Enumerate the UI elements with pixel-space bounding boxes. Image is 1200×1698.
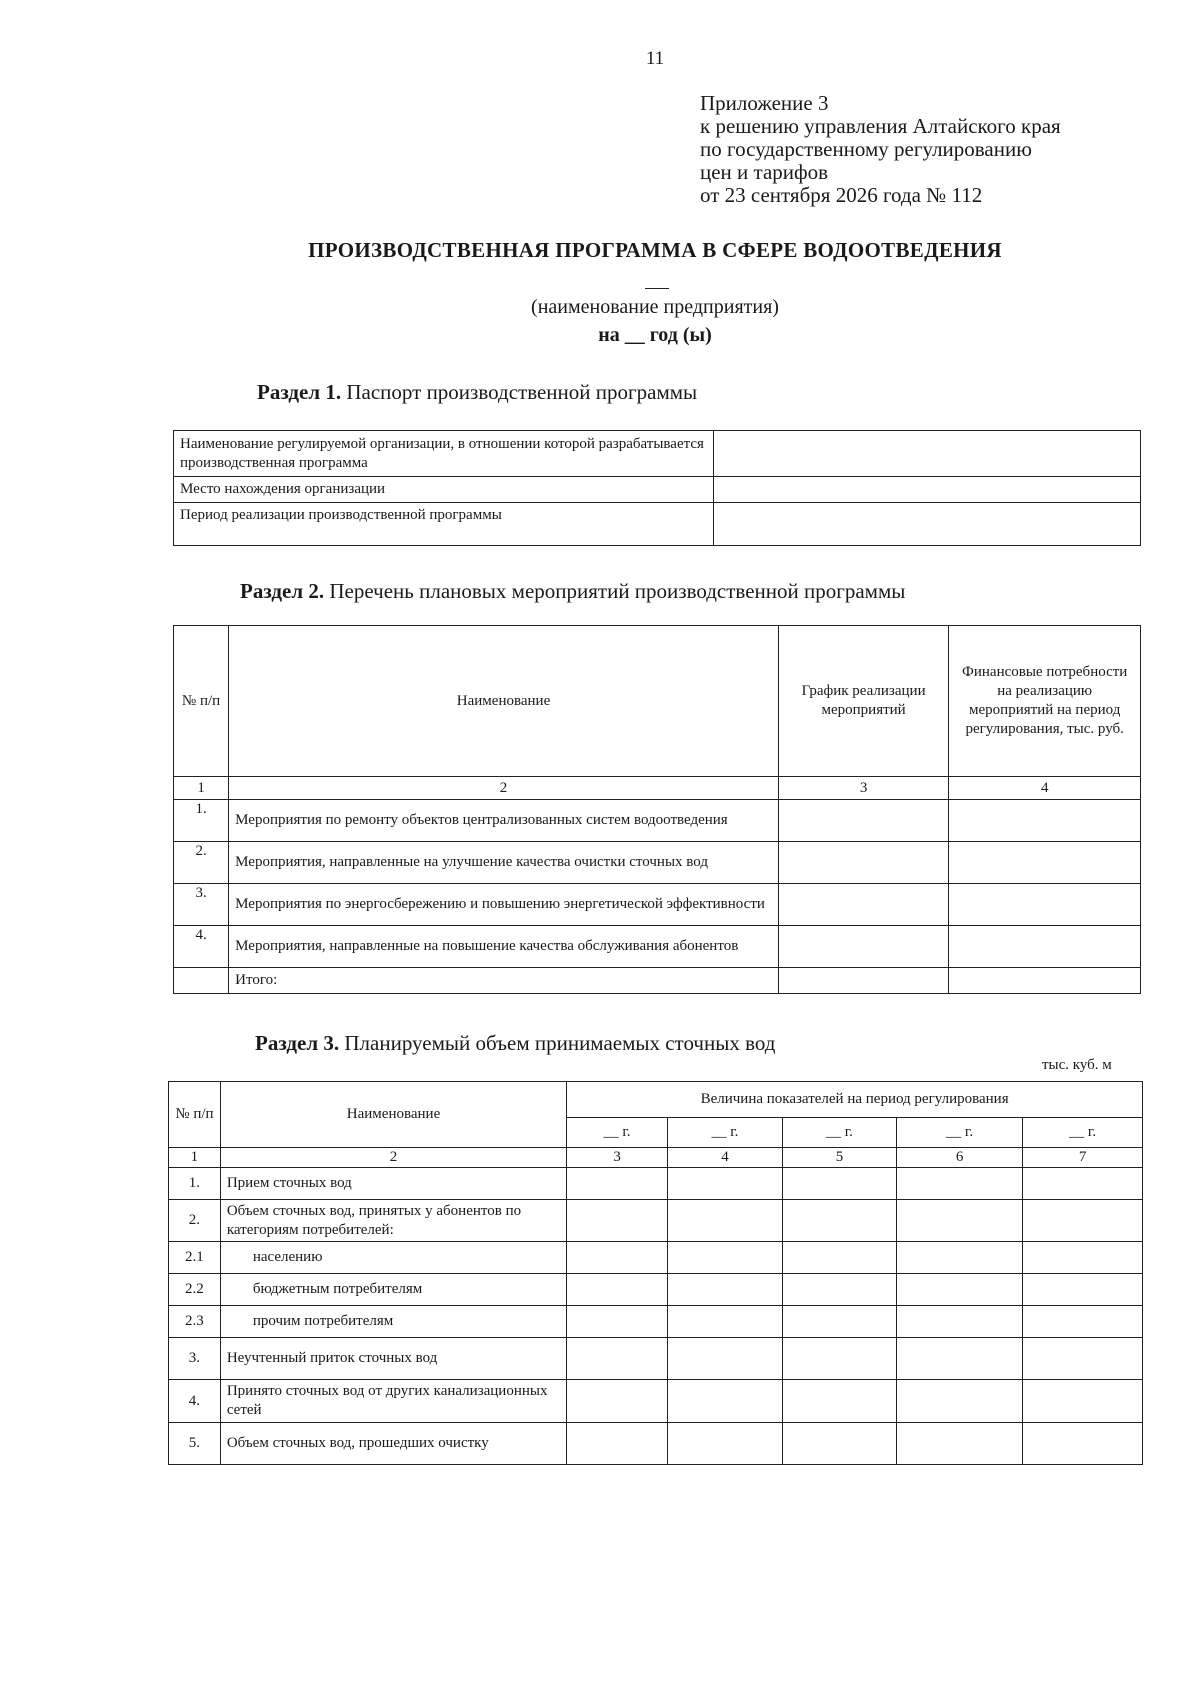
row-name: бюджетным потребителям [220, 1274, 566, 1306]
section3-number: Раздел 3. [255, 1031, 340, 1055]
row-num: 4. [174, 926, 229, 968]
row-schedule [778, 842, 949, 884]
section3-heading [255, 1031, 775, 1056]
row-name: Объем сточных вод, принятых у абонентов по категориям потребителей: [220, 1200, 566, 1242]
row-name: Принято сточных вод от других канализационных сетей [220, 1380, 566, 1423]
row-name: Мероприятия по энергосбережению и повышению энергетической эффективности [229, 884, 779, 926]
column-number-row [174, 777, 1141, 800]
value-cell [667, 1423, 782, 1465]
passport-value [714, 503, 1141, 546]
section3-title: Планируемый объем принимаемых сточных вод [344, 1031, 776, 1055]
table-header-row [174, 626, 1141, 777]
value-cell [1023, 1338, 1143, 1380]
table-row [169, 1380, 1143, 1423]
row-num: 4. [169, 1380, 221, 1423]
value-cell [782, 1274, 896, 1306]
value-cell [567, 1274, 668, 1306]
value-cell [896, 1168, 1022, 1200]
header-year: __ г. [667, 1118, 782, 1148]
passport-value [714, 477, 1141, 503]
header-period: Величина показателей на период регулирования [567, 1082, 1143, 1118]
table-row [169, 1200, 1143, 1242]
column-number: 1 [169, 1148, 221, 1168]
appendix-line: Приложение 3 [700, 91, 829, 115]
header-num: № п/п [174, 626, 229, 777]
value-cell [896, 1306, 1022, 1338]
table-row [169, 1274, 1143, 1306]
value-cell [896, 1380, 1022, 1423]
table-row [174, 431, 1141, 477]
value-cell [567, 1380, 668, 1423]
value-cell [667, 1338, 782, 1380]
table-row [174, 842, 1141, 884]
row-finance [949, 926, 1141, 968]
value-cell [896, 1242, 1022, 1274]
passport-label: Период реализации производственной программы [174, 503, 714, 546]
header-finance: Финансовые потребности на реализацию мероприятий на период регулирования, тыс. руб. [949, 626, 1141, 777]
column-number: 7 [1023, 1148, 1143, 1168]
volume-table [168, 1081, 1143, 1465]
table-header-row [169, 1082, 1143, 1118]
enterprise-caption: (наименование предприятия) [531, 296, 779, 318]
value-cell [567, 1338, 668, 1380]
appendix-block [700, 92, 1061, 207]
total-row [174, 968, 1141, 994]
value-cell [782, 1423, 896, 1465]
row-schedule [778, 926, 949, 968]
value-cell [896, 1274, 1022, 1306]
value-cell [567, 1242, 668, 1274]
row-num: 2.3 [169, 1306, 221, 1338]
row-name: Объем сточных вод, прошедших очистку [220, 1423, 566, 1465]
value-cell [567, 1306, 668, 1338]
year-line: на __ год (ы) [598, 324, 712, 346]
measures-table [173, 625, 1141, 994]
value-cell [1023, 1380, 1143, 1423]
value-cell [667, 1242, 782, 1274]
value-cell [667, 1274, 782, 1306]
section2-heading [240, 579, 905, 604]
header-num: № п/п [169, 1082, 221, 1148]
column-number: 2 [220, 1148, 566, 1168]
column-number-row [169, 1148, 1143, 1168]
row-num: 1. [169, 1168, 221, 1200]
header-year: __ г. [896, 1118, 1022, 1148]
header-year: __ г. [1023, 1118, 1143, 1148]
row-name: Мероприятия, направленные на улучшение качества очистки сточных вод [229, 842, 779, 884]
table-row [174, 884, 1141, 926]
total-finance [949, 968, 1141, 994]
value-cell [567, 1423, 668, 1465]
value-cell [896, 1200, 1022, 1242]
passport-label: Наименование регулируемой организации, в отношении которой разрабатывается производственная программа [174, 431, 714, 477]
row-schedule [778, 800, 949, 842]
appendix-line: к решению управления Алтайского края [700, 114, 1061, 138]
appendix-line: цен и тарифов [700, 160, 829, 184]
column-number: 1 [174, 777, 229, 800]
row-name: населению [220, 1242, 566, 1274]
header-name: Наименование [229, 626, 779, 777]
value-cell [782, 1168, 896, 1200]
appendix-line: от 23 сентября 2026 года № 112 [700, 183, 983, 207]
value-cell [1023, 1242, 1143, 1274]
row-name: Прием сточных вод [220, 1168, 566, 1200]
section1-heading [257, 380, 697, 405]
value-cell [782, 1338, 896, 1380]
value-cell [896, 1423, 1022, 1465]
row-name: Неучтенный приток сточных вод [220, 1338, 566, 1380]
table-row [169, 1338, 1143, 1380]
value-cell [782, 1380, 896, 1423]
value-cell [1023, 1200, 1143, 1242]
row-num: 3. [169, 1338, 221, 1380]
table-row [174, 926, 1141, 968]
value-cell [896, 1338, 1022, 1380]
value-cell [1023, 1306, 1143, 1338]
row-finance [949, 884, 1141, 926]
row-schedule [778, 884, 949, 926]
row-finance [949, 842, 1141, 884]
row-num: 2.1 [169, 1242, 221, 1274]
value-cell [567, 1168, 668, 1200]
column-number: 3 [778, 777, 949, 800]
section2-title: Перечень плановых мероприятий производственной программы [329, 579, 906, 603]
value-cell [782, 1200, 896, 1242]
appendix-line: по государственному регулированию [700, 137, 1032, 161]
value-cell [1023, 1274, 1143, 1306]
section1-title: Паспорт производственной программы [346, 380, 698, 404]
table-row [174, 503, 1141, 546]
value-cell [667, 1200, 782, 1242]
row-name: Мероприятия, направленные на повышение качества обслуживания абонентов [229, 926, 779, 968]
table-row [174, 477, 1141, 503]
value-cell [1023, 1168, 1143, 1200]
header-name: Наименование [220, 1082, 566, 1148]
passport-table [173, 430, 1141, 546]
column-number: 2 [229, 777, 779, 800]
table-row [169, 1168, 1143, 1200]
row-num: 1. [174, 800, 229, 842]
value-cell [667, 1168, 782, 1200]
column-number: 4 [667, 1148, 782, 1168]
value-cell [667, 1380, 782, 1423]
column-number: 6 [896, 1148, 1022, 1168]
table-row [169, 1306, 1143, 1338]
document-title: ПРОИЗВОДСТВЕННАЯ ПРОГРАММА В СФЕРЕ ВОДООТВЕДЕНИЯ [308, 238, 1002, 262]
total-schedule [778, 968, 949, 994]
row-num: 2. [174, 842, 229, 884]
passport-value [714, 431, 1141, 477]
row-num: 2. [169, 1200, 221, 1242]
table-row [169, 1423, 1143, 1465]
header-year: __ г. [567, 1118, 668, 1148]
passport-label: Место нахождения организации [174, 477, 714, 503]
header-schedule: График реализации мероприятий [778, 626, 949, 777]
column-number: 4 [949, 777, 1141, 800]
section1-number: Раздел 1. [257, 380, 342, 404]
column-number: 3 [567, 1148, 668, 1168]
row-name: прочим потребителям [220, 1306, 566, 1338]
units-label: тыс. куб. м [1042, 1057, 1112, 1073]
value-cell [1023, 1423, 1143, 1465]
row-num: 2.2 [169, 1274, 221, 1306]
enterprise-name-blank [645, 288, 669, 289]
row-name: Мероприятия по ремонту объектов централизованных систем водоотведения [229, 800, 779, 842]
value-cell [782, 1242, 896, 1274]
column-number: 5 [782, 1148, 896, 1168]
value-cell [782, 1306, 896, 1338]
row-num: 5. [169, 1423, 221, 1465]
page-number: 11 [645, 48, 665, 69]
value-cell [567, 1200, 668, 1242]
value-cell [667, 1306, 782, 1338]
header-year: __ г. [782, 1118, 896, 1148]
row-finance [949, 800, 1141, 842]
table-row [169, 1242, 1143, 1274]
section2-number: Раздел 2. [240, 579, 325, 603]
table-row [174, 800, 1141, 842]
total-num [174, 968, 229, 994]
row-num: 3. [174, 884, 229, 926]
total-label: Итого: [229, 968, 779, 994]
